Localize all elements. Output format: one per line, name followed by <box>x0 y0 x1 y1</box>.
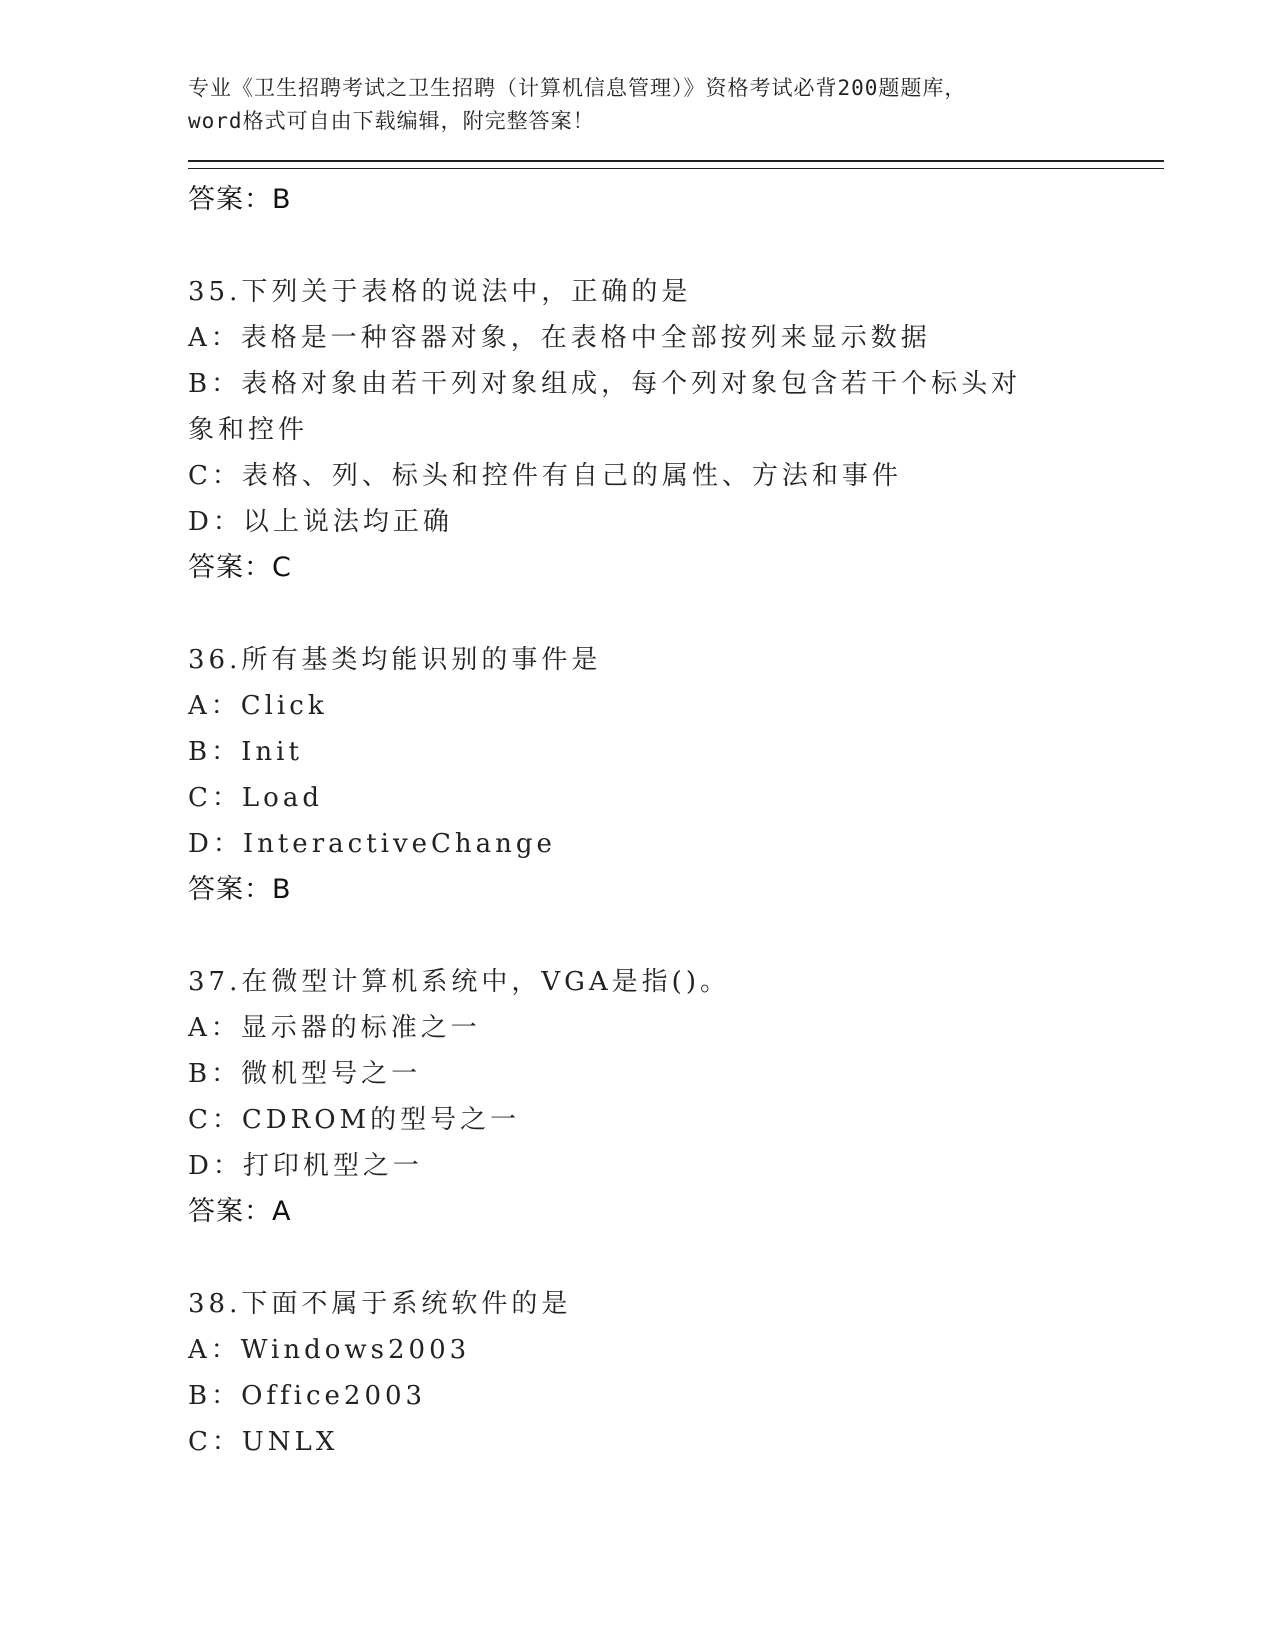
option-c: C：表格、列、标头和控件有自己的属性、方法和事件 <box>188 461 902 491</box>
question-38 <box>188 1281 1168 1465</box>
question-stem: 36.所有基类均能识别的事件是 <box>188 645 602 675</box>
header-divider <box>188 160 1164 169</box>
header-line-2: word格式可自由下载编辑，附完整答案！ <box>188 109 595 133</box>
option-b: B：Office2003 <box>188 1381 427 1411</box>
document-header <box>188 72 1168 138</box>
option-a: A：Windows2003 <box>188 1335 471 1365</box>
option-a: A：显示器的标准之一 <box>188 1013 481 1043</box>
option-b: B：表格对象由若干列对象组成，每个列对象包含若干个标头对象和控件 <box>188 369 1022 445</box>
question-37 <box>188 959 1168 1235</box>
question-36 <box>188 637 1168 913</box>
question-stem: 37.在微型计算机系统中，VGA是指()。 <box>188 967 730 997</box>
question-35 <box>188 269 1168 591</box>
answer: 答案：C <box>188 552 292 583</box>
option-d: D：InteractiveChange <box>188 829 556 859</box>
option-d: D：以上说法均正确 <box>188 507 453 537</box>
option-a: A：Click <box>188 691 328 721</box>
option-c: C：UNLX <box>188 1427 339 1457</box>
option-c: C：Load <box>188 783 323 813</box>
document-page <box>188 0 1168 1465</box>
option-c: C：CDROM的型号之一 <box>188 1105 521 1135</box>
question-stem: 35.下列关于表格的说法中，正确的是 <box>188 277 692 307</box>
option-d: D：打印机型之一 <box>188 1151 423 1181</box>
option-a: A：表格是一种容器对象，在表格中全部按列来显示数据 <box>188 323 931 353</box>
option-b: B：微机型号之一 <box>188 1059 422 1089</box>
answer-34: 答案：B <box>188 184 292 215</box>
answer: 答案：B <box>188 874 292 905</box>
question-stem: 38.下面不属于系统软件的是 <box>188 1289 572 1319</box>
header-line-1: 专业《卫生招聘考试之卫生招聘（计算机信息管理）》资格考试必背200题题库， <box>188 76 967 100</box>
answer: 答案：A <box>188 1196 292 1227</box>
option-b: B：Init <box>188 737 303 767</box>
